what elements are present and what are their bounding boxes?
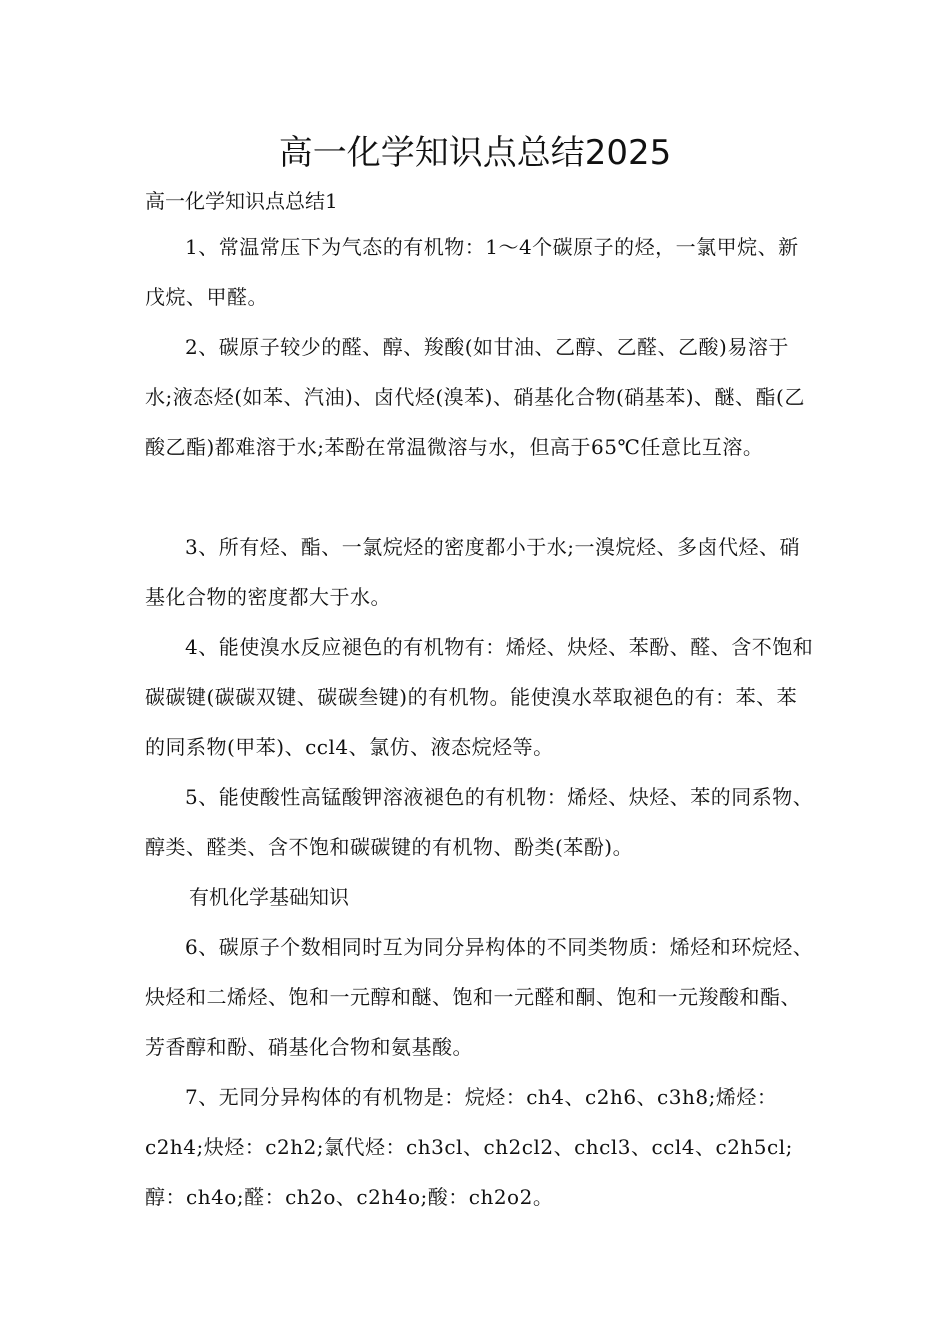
paragraph-7: 7、无同分异构体的有机物是：烷烃：ch4、c2h6、c3h8;烯烃：c2h4;炔烃：c2h2;氯代烃：ch3cl、ch2cl2、chcl3、ccl4、c2h5cl;醇：ch4o;醛：ch2o、c2h4o;酸：ch2o2。 — [145, 1085, 793, 1209]
document-subtitle: 高一化学知识点总结1 — [145, 189, 338, 213]
paragraph-3: 3、所有烃、酯、一氯烷烃的密度都小于水;一溴烷烃、多卤代烃、硝基化合物的密度都大于水。 — [145, 535, 800, 609]
paragraph-1: 1、常温常压下为气态的有机物：1～4个碳原子的烃，一氯甲烷、新戊烷、甲醛。 — [145, 235, 799, 309]
paragraph-2: 2、碳原子较少的醛、醇、羧酸(如甘油、乙醇、乙醛、乙酸)易溶于水;液态烃(如苯、汽油)、卤代烃(溴苯)、硝基化合物(硝基苯)、醚、酯(乙酸乙酯)都难溶于水;苯酚在常温微溶与水，但高于65℃任意比互溶。 — [145, 335, 805, 459]
paragraph-6: 6、碳原子个数相同时互为同分异构体的不同类物质：烯烃和环烷烃、炔烃和二烯烃、饱和一元醇和醚、饱和一元醛和酮、饱和一元羧酸和酯、芳香醇和酚、硝基化合物和氨基酸。 — [145, 935, 814, 1059]
paragraph-4: 4、能使溴水反应褪色的有机物有：烯烃、炔烃、苯酚、醛、含不饱和碳碳键(碳碳双键、碳碳叁键)的有机物。能使溴水萃取褪色的有：苯、苯的同系物(甲苯)、ccl4、氯仿、液态烷烃等。 — [145, 635, 814, 759]
paragraph-5: 5、能使酸性高锰酸钾溶液褪色的有机物：烯烃、炔烃、苯的同系物、醇类、醛类、含不饱和碳碳键的有机物、酚类(苯酚)。 — [145, 785, 814, 859]
section-heading: 有机化学基础知识 — [189, 885, 349, 909]
document-title: 高一化学知识点总结2025 — [278, 133, 672, 173]
